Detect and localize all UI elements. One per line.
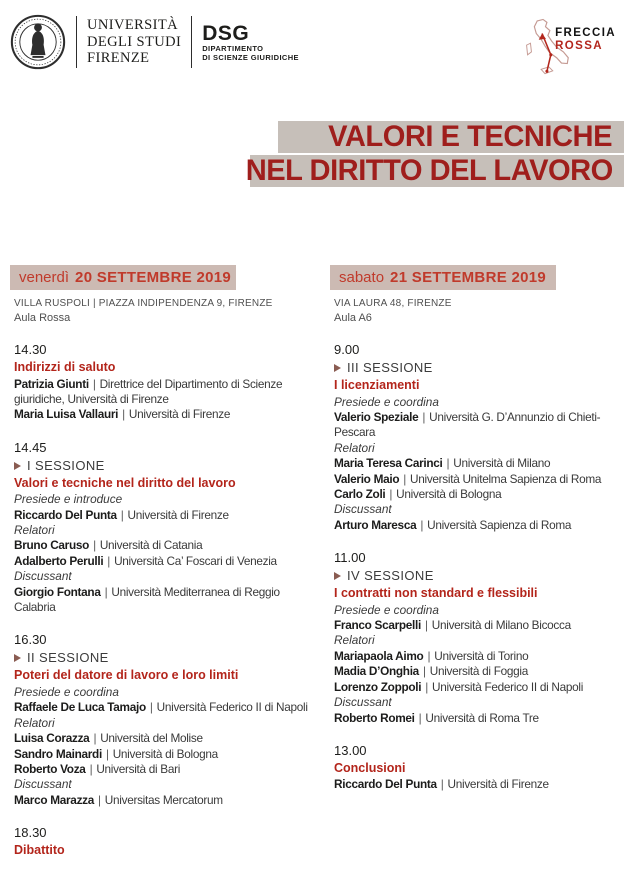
person-name: Raffaele De Luca Tamajo: [14, 700, 146, 715]
person-line: [334, 680, 618, 695]
person-affiliation: Direttrice del Dipartimento di Scienze giuridiche, Università di Firenze: [14, 376, 283, 406]
person-name: Carlo Zoli: [334, 486, 386, 501]
role-label: Relatori: [14, 523, 55, 538]
separator: |: [422, 409, 426, 424]
session-marker-icon: [334, 572, 341, 580]
person-line: [14, 747, 316, 762]
person-affiliation: Università Ca’ Foscari di Venezia: [114, 553, 277, 568]
program-event: [14, 342, 316, 423]
department-logo: [202, 23, 299, 62]
person-name: Sandro Mainardi: [14, 746, 102, 761]
person-name: Lorenzo Zoppoli: [334, 679, 422, 694]
role-label: Relatori: [334, 440, 375, 455]
person-affiliation: Università Unitelma Sapienza di Roma: [410, 471, 602, 486]
freccia-rossa-wordmark: [555, 27, 616, 53]
person-line: [14, 407, 316, 422]
separator: |: [120, 507, 124, 522]
session-name: I SESSIONE: [27, 457, 105, 473]
program-events-saturday: [330, 342, 618, 793]
person-affiliation: Università di Catania: [99, 538, 203, 553]
program-event: [14, 632, 316, 808]
person-name: Roberto Romei: [334, 710, 415, 725]
person-line: [334, 456, 618, 471]
role-label: Presiede e coordina: [334, 394, 439, 409]
person-affiliation: Università di Roma Tre: [425, 710, 539, 725]
person-affiliation: Università di Milano Bicocca: [431, 618, 571, 633]
divider: [76, 16, 77, 68]
person-affiliation: Universitas Mercatorum: [104, 792, 223, 807]
separator: |: [427, 648, 431, 663]
person-name: Bruno Caruso: [14, 538, 90, 553]
role-label: Discussant: [334, 695, 392, 710]
person-name: Valerio Speziale: [334, 409, 419, 424]
date-header-friday: [10, 265, 236, 290]
event-time: 14.45: [14, 439, 47, 455]
person-name: Adalberto Perulli: [14, 553, 104, 568]
separator: |: [107, 553, 111, 568]
day-column-saturday: [330, 265, 618, 810]
person-line: [334, 472, 618, 487]
partner-name-line2: ROSSA: [555, 40, 603, 52]
role-label: Relatori: [14, 715, 55, 730]
weekday-label: sabato: [339, 269, 385, 286]
person-line: [334, 618, 618, 633]
person-name: Giorgio Fontana: [14, 584, 101, 599]
separator: |: [89, 762, 93, 776]
person-name: Luisa Corazza: [14, 731, 90, 746]
person-affiliation: Università Federico II di Napoli: [156, 700, 308, 715]
event-time: 14.30: [14, 342, 47, 357]
separator: |: [92, 376, 96, 391]
separator: |: [425, 679, 429, 694]
person-line: [334, 711, 618, 726]
person-name: Marco Marazza: [14, 792, 95, 807]
person-name: Mariapaola Aimo: [334, 648, 424, 663]
person-name: Maria Luisa Vallauri: [14, 407, 119, 422]
session-label: [334, 568, 618, 584]
person-affiliation: Università G. D’Annunzio di Chieti-Pescara: [334, 409, 601, 440]
person-name: Madia D’Onghia: [334, 664, 419, 679]
event-title: Poteri del datore di lavoro e loro limiti: [14, 668, 239, 683]
person-affiliation: Università Mediterranea di Reggio Calabria: [14, 584, 280, 615]
department-acronym: DSG: [202, 21, 250, 45]
separator: |: [420, 517, 424, 532]
person-affiliation: Università Sapienza di Roma: [427, 517, 572, 532]
session-label: [334, 360, 618, 376]
person-line: [14, 554, 316, 569]
separator: |: [122, 407, 125, 422]
program-events-friday: [10, 342, 316, 859]
divider: [191, 16, 192, 68]
venue-room: Aula Rossa: [14, 312, 71, 324]
date-label: 20 SETTEMBRE 2019: [75, 269, 232, 286]
event-time: 9.00: [334, 342, 360, 357]
role-label: Discussant: [334, 502, 392, 517]
person-line: [334, 410, 618, 441]
event-time: 16.30: [14, 632, 47, 648]
session-name: III SESSIONE: [347, 360, 433, 375]
session-label: [14, 458, 316, 474]
person-affiliation: Università di Foggia: [429, 664, 528, 679]
separator: |: [105, 746, 109, 761]
person-line: [334, 518, 618, 533]
university-name-line3: FIRENZE: [87, 50, 150, 67]
separator: |: [98, 792, 101, 807]
date-label: 21 SETTEMBRE 2019: [390, 269, 547, 286]
separator: |: [440, 777, 444, 792]
person-name: Riccardo Del Punta: [14, 507, 117, 522]
person-affiliation: Università di Torino: [434, 648, 529, 663]
separator: |: [149, 700, 153, 715]
session-marker-icon: [14, 654, 21, 662]
person-name: Roberto Voza: [14, 762, 86, 776]
partner-name-line1: FRECCIA: [555, 27, 616, 39]
session-marker-icon: [334, 364, 341, 372]
event-title: Dibattito: [14, 843, 65, 858]
person-affiliation: Università di Bologna: [112, 746, 218, 761]
university-name-line1: UNIVERSITÀ: [87, 17, 178, 34]
person-affiliation: Università di Firenze: [127, 507, 229, 522]
person-name: Arturo Maresca: [334, 517, 417, 532]
person-line: [334, 664, 618, 679]
program-event: [334, 743, 618, 793]
person-name: Valerio Maio: [334, 471, 400, 486]
separator: |: [389, 486, 393, 501]
separator: |: [104, 584, 108, 599]
person-affiliation: Università di Milano: [453, 456, 551, 471]
event-title: Indirizzi di saluto: [14, 360, 116, 374]
date-header-saturday: [330, 265, 556, 290]
role-label: Discussant: [14, 777, 72, 792]
role-label: Presiede e coordina: [334, 602, 439, 617]
person-line: [14, 762, 316, 777]
event-time: 18.30: [14, 825, 47, 841]
weekday-label: venerdì: [19, 269, 70, 286]
role-label: Presiede e introduce: [14, 492, 123, 507]
title-bar-1: [278, 121, 624, 153]
person-line: [14, 793, 316, 808]
separator: |: [425, 618, 428, 633]
role-label: Discussant: [14, 569, 72, 584]
role-label: Relatori: [334, 633, 375, 648]
separator: |: [93, 538, 96, 553]
person-line: [14, 377, 316, 408]
title-line-2: NEL DIRITTO DEL LAVORO: [245, 154, 613, 187]
department-name-line1: DIPARTIMENTO: [202, 43, 264, 53]
university-seal-icon: [10, 14, 66, 70]
event-time: 11.00: [334, 550, 366, 566]
person-line: [14, 731, 316, 746]
event-title: I contratti non standard e flessibili: [334, 586, 538, 601]
person-line: [14, 538, 316, 553]
venue-address: VILLA RUSPOLI | PIAZZA INDIPENDENZA 9, FIRENZE: [14, 298, 273, 309]
person-affiliation: Università Federico II di Napoli: [432, 679, 584, 694]
program-event: [334, 342, 618, 533]
university-name: [87, 17, 181, 67]
person-line: [14, 700, 316, 715]
session-name: IV SESSIONE: [347, 568, 434, 584]
person-affiliation: Università di Bologna: [396, 486, 502, 501]
program-event: [14, 440, 316, 616]
program-event: [334, 550, 618, 726]
person-affiliation: Università del Molise: [100, 731, 203, 746]
program-event: [14, 825, 316, 859]
person-line: [334, 649, 618, 664]
separator: |: [422, 664, 426, 679]
separator: |: [418, 710, 422, 725]
separator: |: [93, 731, 97, 746]
person-affiliation: Università di Firenze: [128, 407, 231, 422]
person-line: [334, 487, 618, 502]
separator: |: [403, 471, 407, 486]
person-name: Franco Scarpelli: [334, 618, 421, 633]
person-line: [14, 585, 316, 616]
event-title: I licenziamenti: [334, 378, 420, 392]
session-marker-icon: [14, 462, 21, 470]
day-column-friday: [10, 265, 316, 876]
poster-title: [0, 121, 624, 187]
venue-room: Aula A6: [334, 312, 372, 324]
title-bar-2: [245, 154, 624, 187]
role-label: Presiede e coordina: [14, 684, 119, 699]
person-name: Patrizia Giunti: [14, 376, 89, 391]
venue-address: VIA LAURA 48, FIRENZE: [334, 298, 452, 309]
person-line: [14, 508, 316, 523]
person-name: Maria Teresa Carinci: [334, 456, 443, 471]
title-line-1: VALORI E TECNICHE: [328, 120, 613, 153]
person-name: Riccardo Del Punta: [334, 777, 437, 792]
event-time: 13.00: [334, 742, 367, 758]
event-title: Conclusioni: [334, 760, 406, 775]
event-title: Valori e tecniche nel diritto del lavoro: [14, 475, 236, 490]
separator: |: [446, 456, 450, 471]
session-name: II SESSIONE: [27, 650, 109, 666]
university-logo-block: [10, 14, 299, 70]
person-affiliation: Università di Bari: [96, 762, 181, 776]
person-line: [334, 777, 618, 792]
person-affiliation: Università di Firenze: [447, 777, 549, 792]
session-label: [14, 650, 316, 666]
university-name-line2: DEGLI STUDI: [87, 33, 182, 50]
department-name-line2: DI SCIENZE GIURIDICHE: [202, 52, 299, 62]
freccia-rossa-logo: [517, 18, 616, 80]
